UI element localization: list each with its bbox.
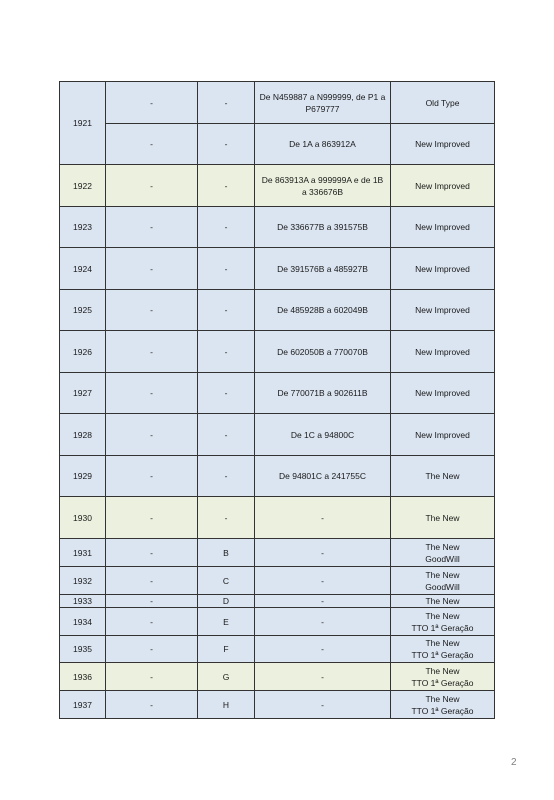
table-row	[60, 497, 495, 539]
cell: -	[106, 373, 198, 414]
cell: -	[106, 82, 198, 124]
serial-range-cell: -	[255, 595, 391, 608]
cell: -	[106, 248, 198, 290]
cell: F	[198, 636, 255, 663]
table-row	[60, 165, 495, 207]
serial-range-cell: De 863913A a 999999A e de 1B a 336676B	[255, 165, 391, 207]
table-row	[60, 539, 495, 567]
model-cell: New Improved	[391, 207, 495, 248]
serial-range-cell: -	[255, 539, 391, 567]
year-cell: 1925	[60, 290, 106, 331]
table-row	[60, 636, 495, 663]
model-line-1: The New	[425, 665, 460, 676]
cell: G	[198, 663, 255, 691]
year-cell: 1928	[60, 414, 106, 456]
serial-range-cell: De 336677B a 391575B	[255, 207, 391, 248]
model-cell: New Improved	[391, 124, 495, 165]
year-cell: 1924	[60, 248, 106, 290]
table-row	[60, 608, 495, 636]
model-cell: The New	[391, 456, 495, 497]
cell: H	[198, 691, 255, 719]
year-cell: 1934	[60, 608, 106, 636]
year-cell: 1932	[60, 567, 106, 595]
cell: -	[106, 124, 198, 165]
cell: -	[198, 414, 255, 456]
model-cell	[391, 691, 495, 719]
serial-range-cell: De 485928B a 602049B	[255, 290, 391, 331]
serial-range-cell: -	[255, 567, 391, 595]
serial-range-cell: De 1C a 94800C	[255, 414, 391, 456]
year-cell: 1929	[60, 456, 106, 497]
year-cell: 1922	[60, 165, 106, 207]
year-cell: 1921	[60, 82, 106, 165]
table-row	[60, 82, 495, 124]
serial-number-table	[59, 81, 495, 719]
year-cell: 1933	[60, 595, 106, 608]
model-line-1: The New	[425, 569, 460, 580]
cell: -	[198, 207, 255, 248]
model-cell: Old Type	[391, 82, 495, 124]
table-row	[60, 414, 495, 456]
cell: -	[106, 290, 198, 331]
model-line-2: TTO 1ª Geração	[411, 677, 474, 688]
year-cell: 1927	[60, 373, 106, 414]
serial-range-cell: De N459887 a N999999, de P1 a P679777	[255, 82, 391, 124]
serial-range-cell: De 94801C a 241755C	[255, 456, 391, 497]
model-cell: New Improved	[391, 248, 495, 290]
cell: B	[198, 539, 255, 567]
cell: -	[198, 373, 255, 414]
cell: -	[106, 539, 198, 567]
serial-range-cell: De 770071B a 902611B	[255, 373, 391, 414]
cell: -	[106, 595, 198, 608]
model-cell: New Improved	[391, 373, 495, 414]
model-cell: The New	[391, 595, 495, 608]
model-line-1: The New	[425, 610, 460, 621]
model-cell	[391, 539, 495, 567]
model-cell: New Improved	[391, 165, 495, 207]
cell: -	[106, 497, 198, 539]
table-row	[60, 124, 495, 165]
table-row	[60, 567, 495, 595]
serial-range-cell: -	[255, 608, 391, 636]
year-cell: 1936	[60, 663, 106, 691]
cell: -	[106, 636, 198, 663]
model-line-2: GoodWill	[425, 553, 460, 564]
cell: -	[106, 567, 198, 595]
model-line-2: GoodWill	[425, 581, 460, 592]
page-number: 2	[511, 757, 517, 768]
cell: D	[198, 595, 255, 608]
year-cell: 1937	[60, 691, 106, 719]
table-row	[60, 595, 495, 608]
model-cell	[391, 567, 495, 595]
cell: -	[106, 456, 198, 497]
table-row	[60, 290, 495, 331]
model-line-2: TTO 1ª Geração	[411, 622, 474, 633]
cell: -	[106, 663, 198, 691]
table-row	[60, 456, 495, 497]
cell: -	[106, 165, 198, 207]
model-cell: The New	[391, 497, 495, 539]
table-row	[60, 691, 495, 719]
cell: E	[198, 608, 255, 636]
cell: -	[106, 414, 198, 456]
model-line-2: TTO 1ª Geração	[411, 705, 474, 716]
model-cell	[391, 663, 495, 691]
model-cell: New Improved	[391, 414, 495, 456]
year-cell: 1931	[60, 539, 106, 567]
cell: -	[198, 456, 255, 497]
cell: C	[198, 567, 255, 595]
year-cell: 1930	[60, 497, 106, 539]
serial-range-cell: -	[255, 691, 391, 719]
cell: -	[198, 248, 255, 290]
cell: -	[198, 124, 255, 165]
cell: -	[198, 290, 255, 331]
table-row	[60, 663, 495, 691]
model-line-1: The New	[425, 638, 460, 648]
model-cell: New Improved	[391, 290, 495, 331]
serial-range-cell: De 602050B a 770070B	[255, 331, 391, 373]
cell: -	[198, 82, 255, 124]
model-line-1: The New	[425, 693, 460, 704]
year-cell: 1923	[60, 207, 106, 248]
cell: -	[106, 207, 198, 248]
cell: -	[198, 331, 255, 373]
table-row	[60, 207, 495, 248]
serial-range-cell: -	[255, 497, 391, 539]
serial-range-cell: -	[255, 663, 391, 691]
table-row	[60, 331, 495, 373]
cell: -	[106, 608, 198, 636]
model-cell: New Improved	[391, 331, 495, 373]
model-cell	[391, 608, 495, 636]
serial-range-cell: De 1A a 863912A	[255, 124, 391, 165]
model-line-2: TTO 1ª Geração	[411, 650, 474, 660]
year-cell: 1926	[60, 331, 106, 373]
table-row	[60, 248, 495, 290]
cell: -	[198, 497, 255, 539]
model-line-1: The New	[425, 541, 460, 552]
cell: -	[106, 331, 198, 373]
cell: -	[106, 691, 198, 719]
table-row	[60, 373, 495, 414]
model-cell	[391, 636, 495, 663]
serial-range-cell: -	[255, 636, 391, 663]
serial-range-cell: De 391576B a 485927B	[255, 248, 391, 290]
cell: -	[198, 165, 255, 207]
year-cell: 1935	[60, 636, 106, 663]
